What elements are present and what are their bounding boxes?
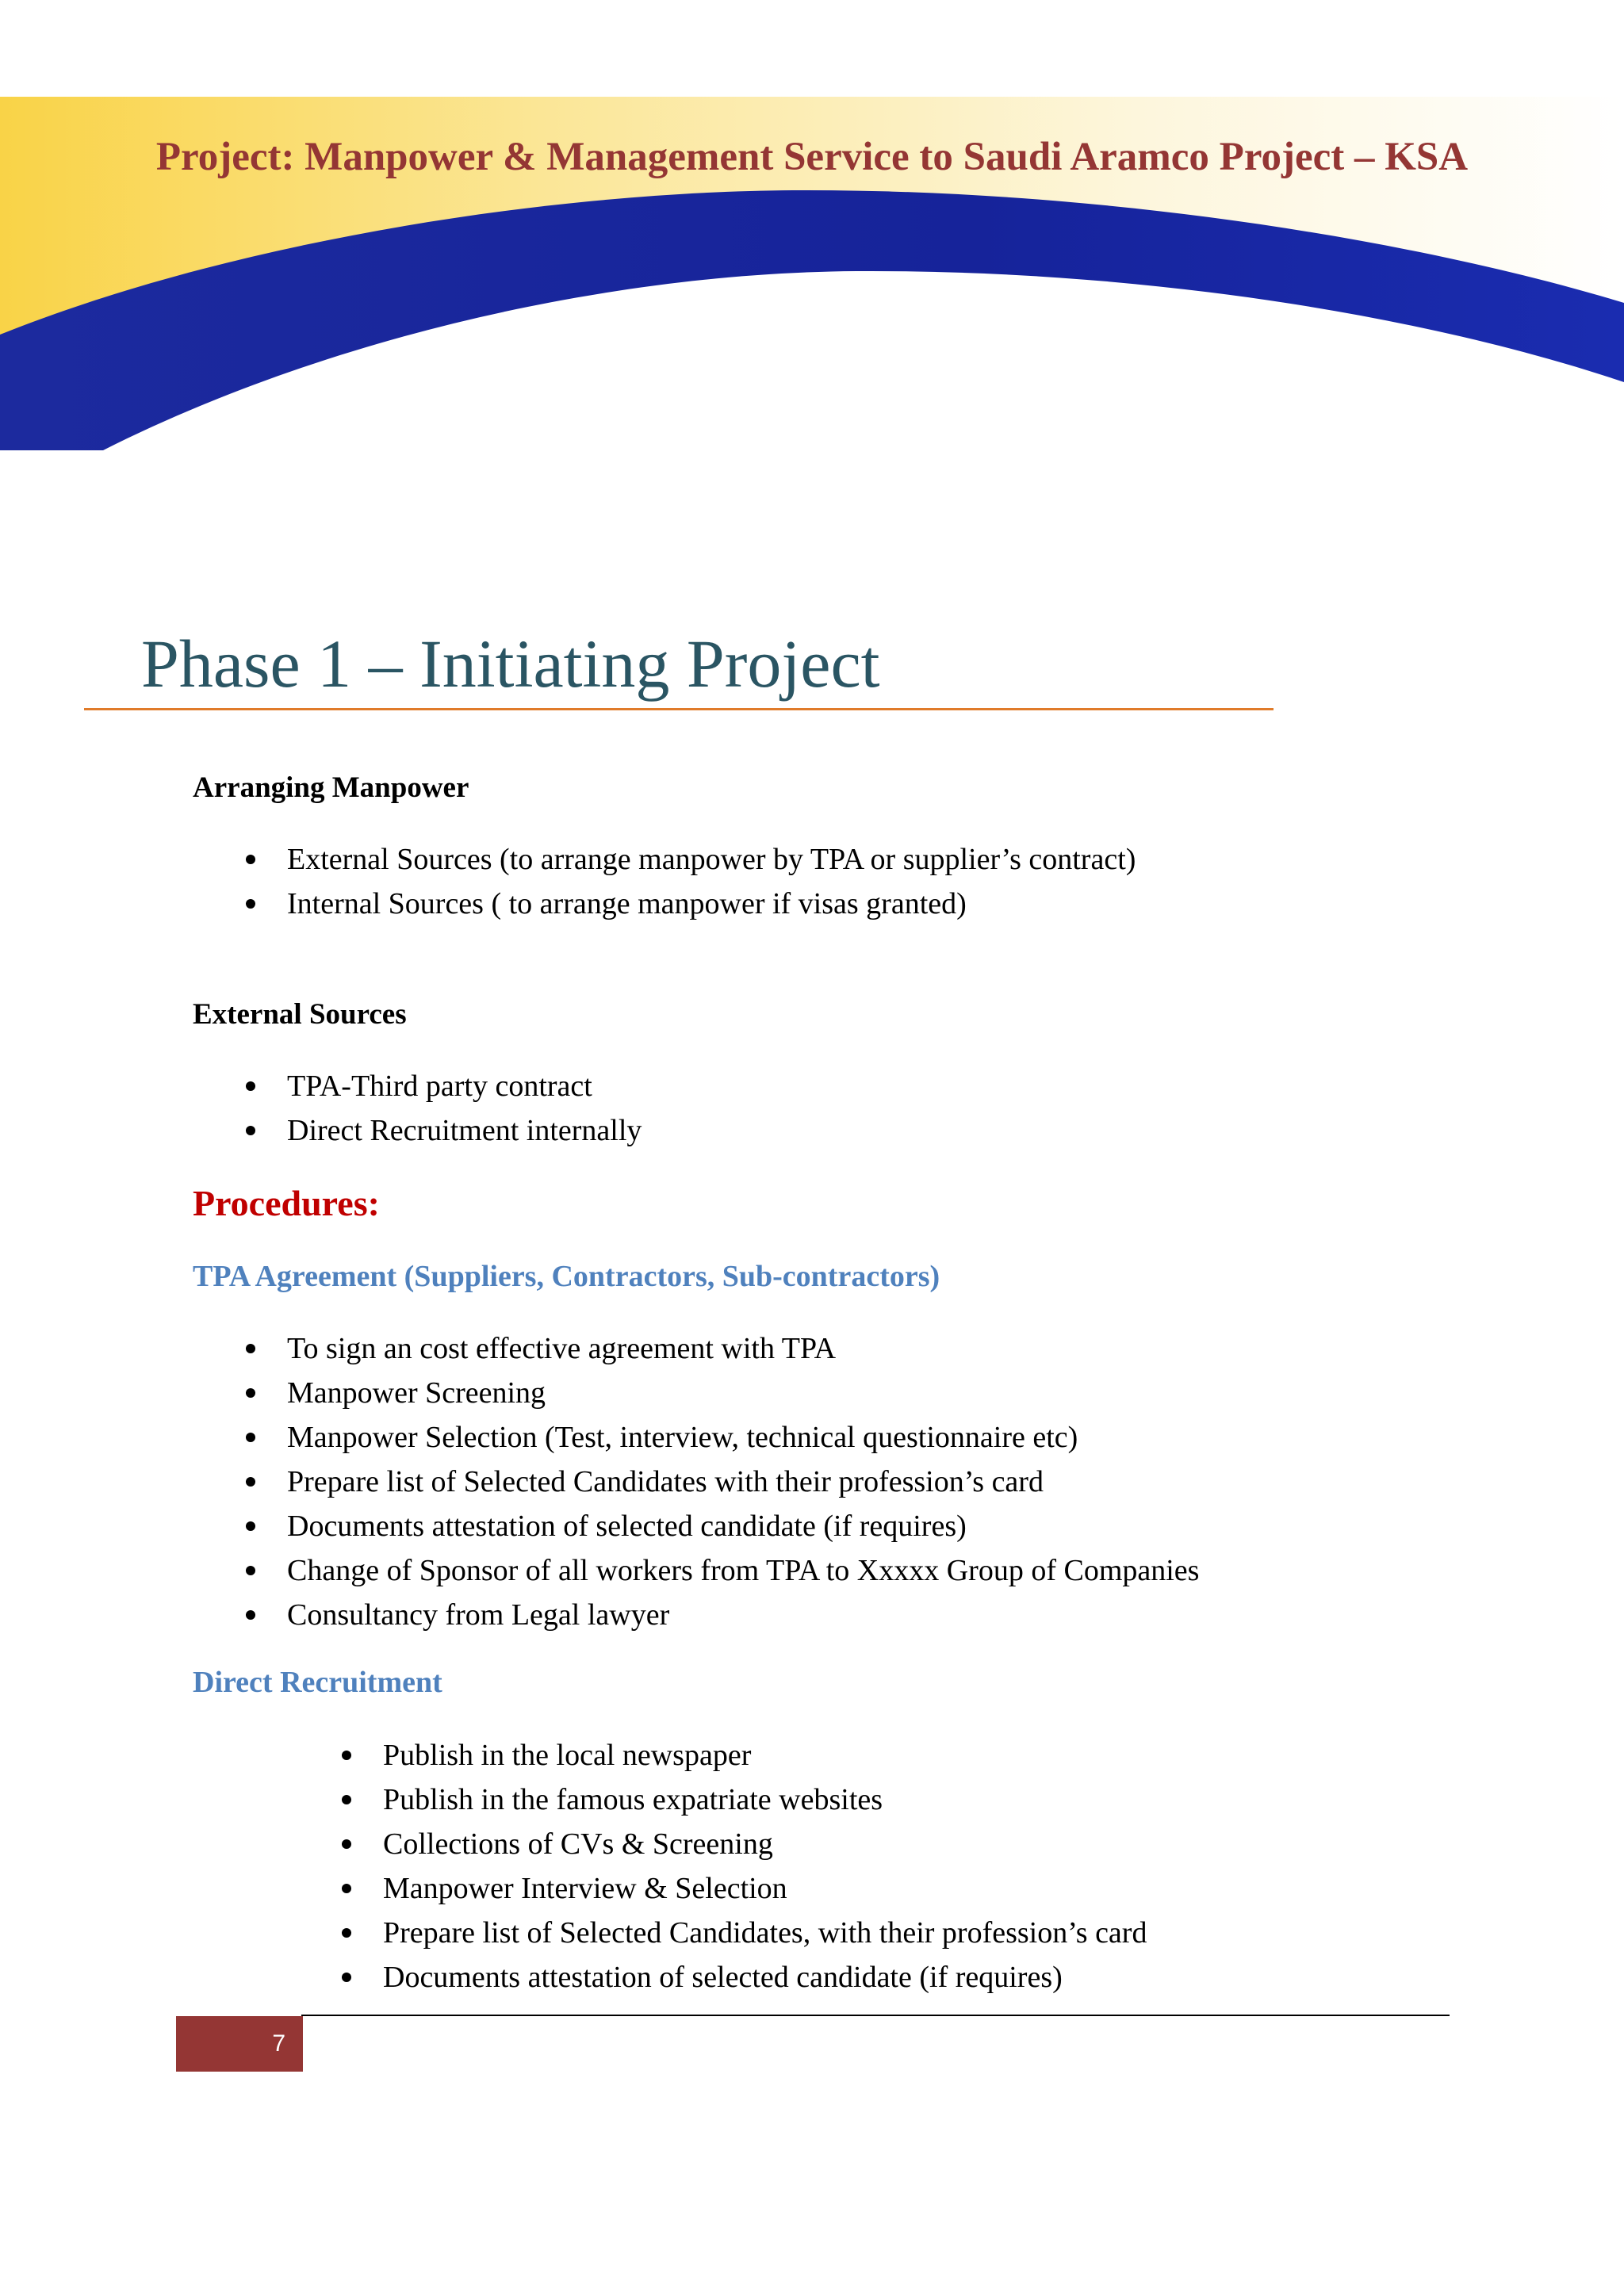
- list-item: Manpower Interview & Selection: [383, 1866, 1147, 1911]
- procedures-heading: Procedures:: [193, 1183, 380, 1223]
- list-item: Direct Recruitment internally: [287, 1108, 642, 1153]
- bullet-icon: [246, 1610, 255, 1620]
- list-item: TPA-Third party contract: [287, 1064, 642, 1108]
- bullet-icon: [342, 1795, 351, 1804]
- list-item: Manpower Screening: [287, 1371, 1199, 1415]
- section-heading-external: External Sources: [193, 998, 407, 1031]
- page-title: Phase 1 – Initiating Project: [141, 626, 880, 702]
- tpa-agreement-heading: TPA Agreement (Suppliers, Contractors, Sub-contractors): [193, 1260, 940, 1293]
- footer-rule: [301, 2015, 1450, 2016]
- heading-underline: [84, 708, 1274, 710]
- bullet-icon: [342, 1973, 351, 1982]
- list-item: Consultancy from Legal lawyer: [287, 1593, 1199, 1637]
- bullet-icon: [246, 1477, 255, 1487]
- project-title: Project: Manpower & Management Service to Saudi Aramco Project – KSA: [155, 135, 1469, 179]
- bullet-icon: [246, 1433, 255, 1442]
- list-item: Publish in the famous expatriate websites: [383, 1777, 1147, 1822]
- list-item: Documents attestation of selected candidate (if requires): [287, 1504, 1199, 1548]
- list-item: Change of Sponsor of all workers from TPA to Xxxxx Group of Companies: [287, 1548, 1199, 1593]
- external-list: [287, 1064, 642, 1153]
- bullet-icon: [246, 855, 255, 864]
- arranging-list: [287, 837, 1136, 926]
- bullet-icon: [246, 1126, 255, 1135]
- tpa-agreement-list: [287, 1326, 1199, 1637]
- bullet-icon: [342, 1751, 351, 1760]
- list-item: Prepare list of Selected Candidates, with their profession’s card: [383, 1911, 1147, 1955]
- list-item: Documents attestation of selected candidate (if requires): [383, 1955, 1147, 1999]
- bullet-icon: [246, 1521, 255, 1531]
- bullet-icon: [342, 1884, 351, 1893]
- direct-recruitment-heading: Direct Recruitment: [193, 1666, 442, 1699]
- bullet-icon: [342, 1839, 351, 1849]
- bullet-icon: [246, 1081, 255, 1091]
- bullet-icon: [246, 899, 255, 909]
- list-item: Internal Sources ( to arrange manpower if visas granted): [287, 882, 1136, 926]
- list-item: Prepare list of Selected Candidates with their profession’s card: [287, 1460, 1199, 1504]
- bullet-icon: [246, 1344, 255, 1353]
- bullet-icon: [246, 1566, 255, 1575]
- page-number: 7: [176, 2016, 303, 2072]
- list-item: Manpower Selection (Test, interview, technical questionnaire etc): [287, 1415, 1199, 1460]
- bullet-icon: [342, 1928, 351, 1938]
- list-item: External Sources (to arrange manpower by TPA or supplier’s contract): [287, 837, 1136, 882]
- bullet-icon: [246, 1388, 255, 1398]
- direct-recruitment-list: [383, 1733, 1147, 1999]
- list-item: To sign an cost effective agreement with TPA: [287, 1326, 1199, 1371]
- list-item: Publish in the local newspaper: [383, 1733, 1147, 1777]
- section-heading-arranging: Arranging Manpower: [193, 771, 469, 804]
- list-item: Collections of CVs & Screening: [383, 1822, 1147, 1866]
